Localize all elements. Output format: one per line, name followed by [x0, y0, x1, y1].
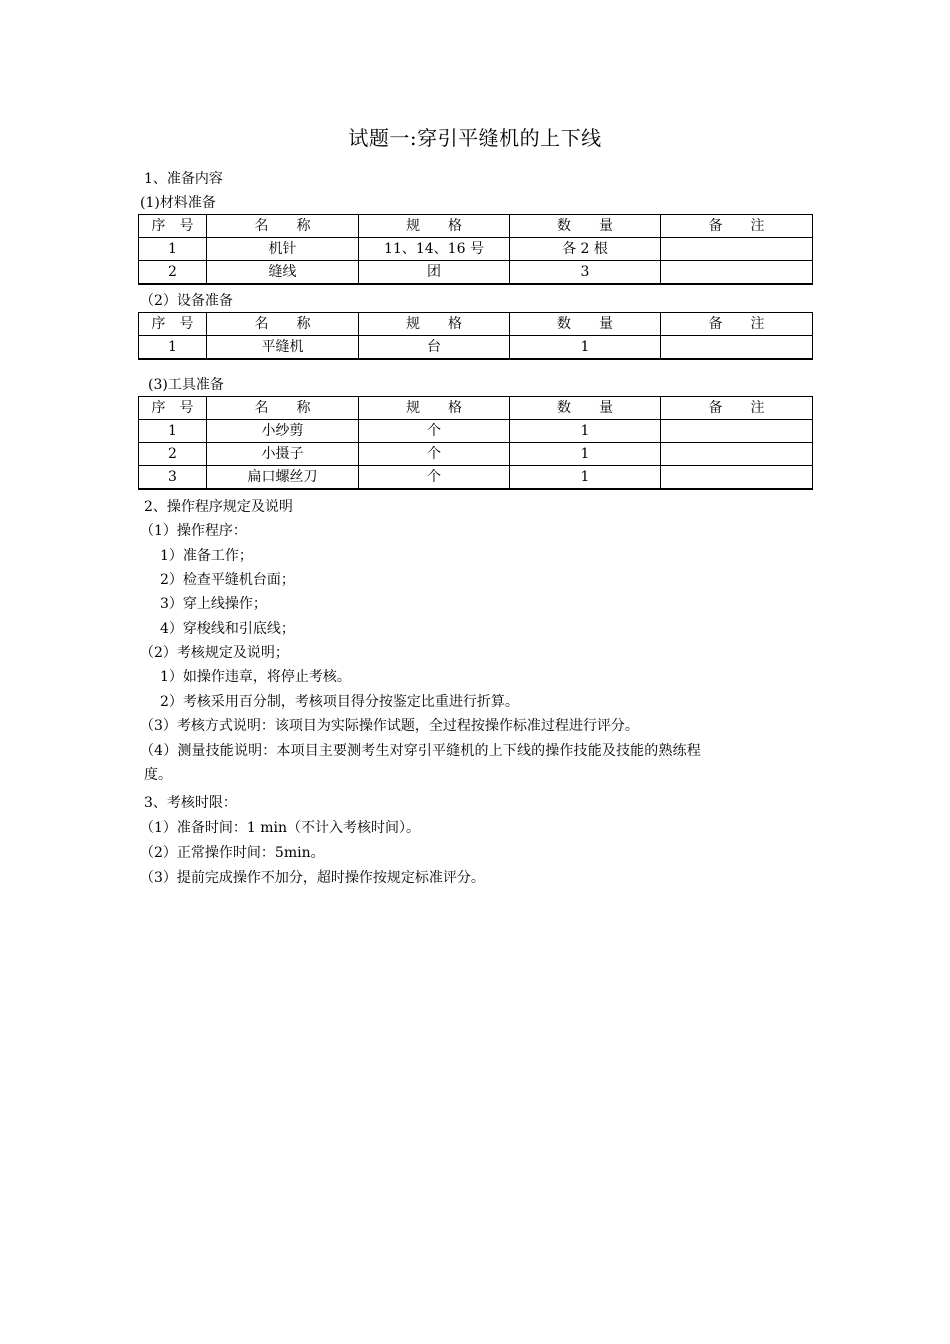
header-cell: 规 格	[359, 215, 510, 238]
table-cell: 台	[359, 336, 510, 360]
header-cell: 规 格	[359, 397, 510, 420]
table-cell: 11、14、16 号	[359, 238, 510, 261]
time-limit-line: （1）准备时间：1 min（不计入考核时间）。	[140, 820, 421, 836]
table-cell	[661, 261, 813, 285]
header-cell: 数 量	[510, 313, 661, 336]
table-cell: 机针	[207, 238, 359, 261]
header-cell: 备 注	[661, 215, 813, 238]
table-cell: 个	[359, 466, 510, 490]
header-cell: 序 号	[139, 397, 207, 420]
table-cell: 1	[139, 420, 207, 443]
table-cell: 扁口螺丝刀	[207, 466, 359, 490]
section-1-heading: 1、准备内容	[144, 171, 223, 187]
tools-table	[138, 396, 813, 490]
equipment-label: （2）设备准备	[140, 293, 233, 309]
table-row	[139, 466, 813, 490]
table-cell: 个	[359, 443, 510, 466]
table-cell: 3	[139, 466, 207, 490]
table-cell	[661, 466, 813, 490]
table-cell: 个	[359, 420, 510, 443]
table-row	[139, 336, 813, 360]
procedure-line: （3）考核方式说明：该项目为实际操作试题，全过程按操作标准过程进行评分。	[140, 718, 639, 734]
table-cell	[661, 420, 813, 443]
equipment-table	[138, 312, 813, 360]
table-row	[139, 443, 813, 466]
header-cell: 名 称	[207, 313, 359, 336]
header-cell: 数 量	[510, 397, 661, 420]
materials-table	[138, 214, 813, 285]
procedure-line: （2）考核规定及说明；	[140, 645, 289, 661]
procedure-line: 3）穿上线操作；	[160, 596, 267, 612]
table-cell: 1	[510, 420, 661, 443]
table-cell: 2	[139, 261, 207, 285]
tools-label: (3)工具准备	[148, 377, 224, 393]
table-row	[139, 238, 813, 261]
header-cell: 规 格	[359, 313, 510, 336]
procedure-line: 4）穿梭线和引底线；	[160, 621, 295, 637]
table-cell	[661, 336, 813, 360]
procedure-line: （4）测量技能说明：本项目主要测考生对穿引平缝机的上下线的操作技能及技能的熟练程	[140, 743, 701, 759]
section-3-heading: 3、考核时限：	[144, 795, 237, 811]
table-cell	[661, 443, 813, 466]
table-cell: 1	[510, 466, 661, 490]
table-cell: 1	[139, 336, 207, 360]
header-cell: 名 称	[207, 215, 359, 238]
table-cell: 1	[139, 238, 207, 261]
header-cell: 名 称	[207, 397, 359, 420]
table-header-row	[139, 313, 813, 336]
procedure-line: 2）考核采用百分制，考核项目得分按鉴定比重进行折算。	[160, 694, 519, 710]
table-cell: 2	[139, 443, 207, 466]
header-cell: 数 量	[510, 215, 661, 238]
table-cell: 缝线	[207, 261, 359, 285]
table-cell	[661, 238, 813, 261]
header-cell: 序 号	[139, 313, 207, 336]
table-cell: 小纱剪	[207, 420, 359, 443]
table-cell: 各 2 根	[510, 238, 661, 261]
procedure-line: 1）如操作违章，将停止考核。	[160, 669, 351, 685]
table-cell: 3	[510, 261, 661, 285]
document-title: 试题一:穿引平缝机的上下线	[348, 126, 602, 150]
table-cell: 1	[510, 443, 661, 466]
table-cell: 团	[359, 261, 510, 285]
table-row	[139, 261, 813, 285]
procedure-line: 度。	[144, 767, 172, 783]
procedure-line: （1）操作程序：	[140, 523, 247, 539]
procedure-line: 1）准备工作；	[160, 548, 253, 564]
header-cell: 序 号	[139, 215, 207, 238]
table-header-row	[139, 215, 813, 238]
section-2-heading: 2、操作程序规定及说明	[144, 499, 293, 515]
table-cell: 平缝机	[207, 336, 359, 360]
table-row	[139, 420, 813, 443]
header-cell: 备 注	[661, 397, 813, 420]
procedure-line: 2）检查平缝机台面；	[160, 572, 295, 588]
table-cell: 小摄子	[207, 443, 359, 466]
time-limit-line: （2）正常操作时间：5min。	[140, 845, 325, 861]
table-cell: 1	[510, 336, 661, 360]
table-header-row	[139, 397, 813, 420]
time-limit-line: （3）提前完成操作不加分，超时操作按规定标准评分。	[140, 870, 485, 886]
materials-label: (1)材料准备	[140, 195, 216, 211]
header-cell: 备 注	[661, 313, 813, 336]
